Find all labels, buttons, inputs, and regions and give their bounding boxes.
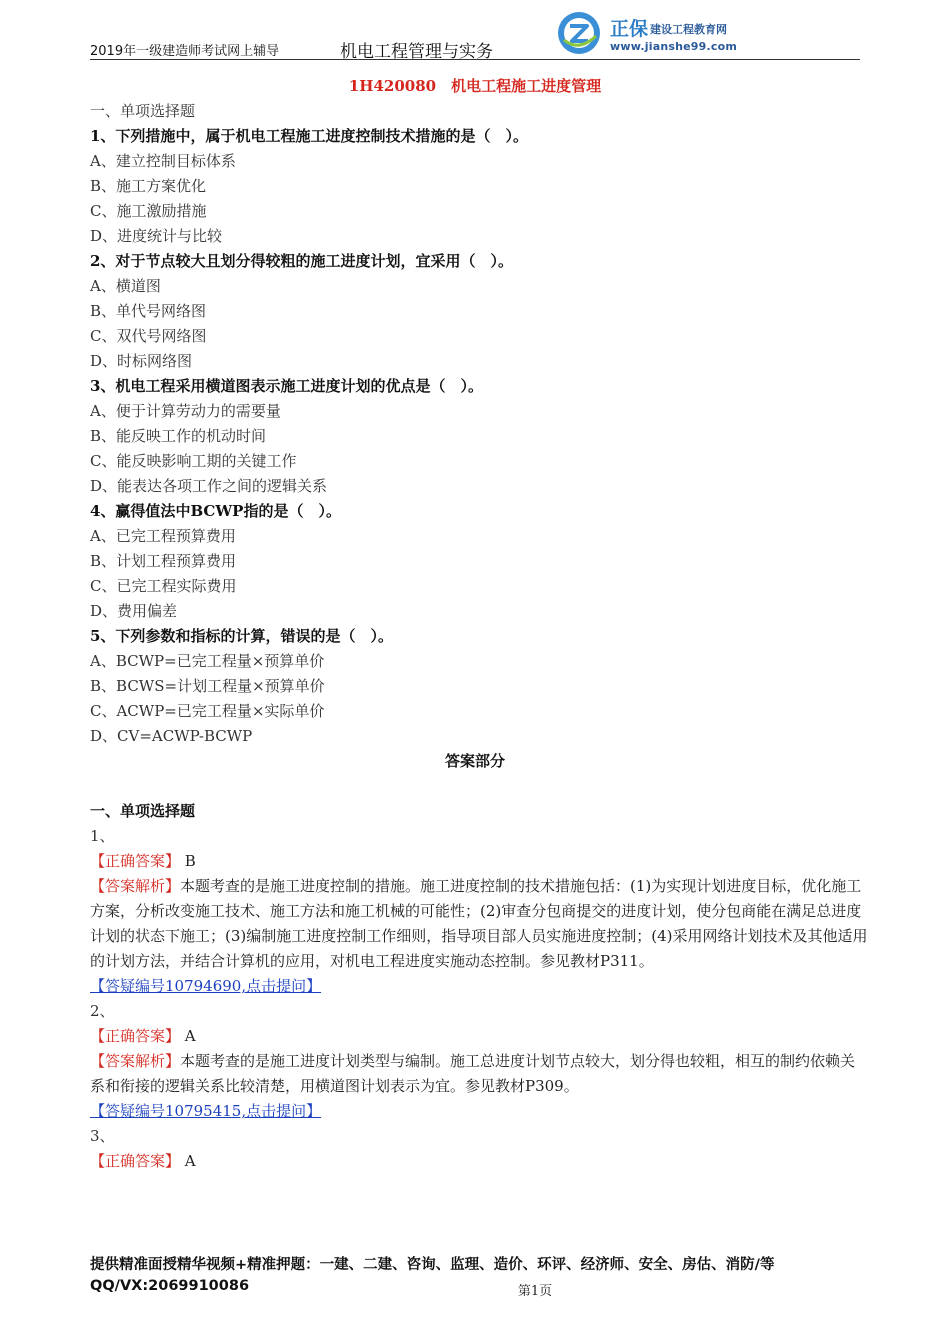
question-block-1 — [90, 124, 870, 249]
option-d: D、能表达各项工作之间的逻辑关系 — [90, 477, 328, 495]
page-number: 第1页 — [517, 1284, 553, 1299]
answer-block-1 — [90, 824, 870, 999]
correct-answer-value: B — [180, 852, 196, 870]
option-b: B、计划工程预算费用 — [90, 552, 237, 570]
ask-question-link[interactable]: 【答疑编号10795415,点击提问】 — [90, 1102, 322, 1120]
option-b: B、能反映工作的机动时间 — [90, 427, 267, 445]
question-block-2 — [90, 249, 870, 374]
answer-block-3 — [90, 1124, 870, 1174]
option-d: D、费用偏差 — [90, 602, 178, 620]
answer-number: 1、 — [90, 827, 115, 845]
option-a: A、横道图 — [90, 277, 161, 295]
correct-answer-label: 【正确答案】 — [90, 1152, 181, 1170]
document-body — [90, 74, 870, 1174]
option-c: C、施工激励措施 — [90, 202, 207, 220]
analysis-text: 本题考查的是施工进度计划类型与编制。施工总进度计划节点较大，划分得也较粗，相互的制约依赖关系和衔接的逻辑关系比较清楚，用横道图计划表示为宜。参见教材P309。 — [90, 1052, 856, 1095]
correct-answer-label: 【正确答案】 — [90, 852, 181, 870]
option-c: C、双代号网络图 — [90, 327, 207, 345]
question-text: 5、下列参数和指标的计算，错误的是（ ）。 — [90, 627, 393, 645]
analysis-text: 本题考查的是施工进度控制的措施。施工进度控制的技术措施包括：(1)为实现计划进度目标，优化施工方案，分析改变施工技术、施工方法和施工机械的可能性；(2)审查分包商提交的进度计划，使分包商能在满足总进度计划的状态下施工；(3)编制施工进度控制工作细则，指导项目部人员实施进度控制；(4)采用网络计划技术及其他适用的计划方法，并结合计算机的应用，对机电工程进度实施动态控制。参见教材P311。 — [90, 877, 868, 970]
option-a: A、BCWP=已完工程量×预算单价 — [90, 652, 325, 670]
footer-promo: 提供精准面授精华视频+精准押题：一建、二建、咨询、监理、造价、环评、经济师、安全、房估、消防/等 — [90, 1257, 775, 1273]
option-d: D、进度统计与比较 — [90, 227, 223, 245]
logo-emblem-icon — [556, 10, 602, 56]
logo-tagline: 建设工程教育网 — [650, 23, 727, 36]
option-b: B、BCWS=计划工程量×预算单价 — [90, 677, 325, 695]
logo-brand-text: 正保 — [610, 18, 649, 40]
answer-number: 2、 — [90, 1002, 115, 1020]
correct-answer-value: A — [180, 1152, 196, 1170]
footer-contact: QQ/VX:2069910086 — [90, 1278, 250, 1294]
option-a: A、便于计算劳动力的需要量 — [90, 402, 281, 420]
answer-section-heading: 一、单项选择题 — [90, 802, 196, 820]
correct-answer-label: 【正确答案】 — [90, 1027, 181, 1045]
option-b: B、单代号网络图 — [90, 302, 207, 320]
section-heading: 一、单项选择题 — [90, 102, 196, 120]
option-d: D、CV=ACWP-BCWP — [90, 727, 253, 745]
brand-logo[interactable] — [556, 10, 736, 56]
option-b: B、施工方案优化 — [90, 177, 207, 195]
analysis-label: 【答案解析】 — [90, 877, 181, 895]
question-block-3 — [90, 374, 870, 499]
option-a: A、已完工程预算费用 — [90, 527, 236, 545]
option-c: C、能反映影响工期的关键工作 — [90, 452, 297, 470]
question-text: 1、下列措施中，属于机电工程施工进度控制技术措施的是（ ）。 — [90, 127, 528, 145]
correct-answer-value: A — [180, 1027, 196, 1045]
question-text: 3、机电工程采用横道图表示施工进度计划的优点是（ ）。 — [90, 377, 483, 395]
header-exam-title: 2019年一级建造师考试网上辅导 — [90, 44, 280, 59]
option-d: D、时标网络图 — [90, 352, 193, 370]
answer-number: 3、 — [90, 1127, 115, 1145]
answer-block-2 — [90, 999, 870, 1124]
option-c: C、已完工程实际费用 — [90, 577, 237, 595]
question-block-4 — [90, 499, 870, 624]
option-c: C、ACWP=已完工程量×实际单价 — [90, 702, 325, 720]
question-text: 2、对于节点较大且划分得较粗的施工进度计划，宜采用（ ）。 — [90, 252, 513, 270]
question-block-5 — [90, 624, 870, 749]
header-divider — [90, 59, 860, 60]
ask-question-link[interactable]: 【答疑编号10794690,点击提问】 — [90, 977, 322, 995]
logo-url: www.jianshe99.com — [610, 40, 738, 53]
answer-heading: 答案部分 — [444, 752, 505, 770]
option-a: A、建立控制目标体系 — [90, 152, 236, 170]
chapter-title: 1H420080 机电工程施工进度管理 — [348, 77, 602, 95]
header-subject: 机电工程管理与实务 — [340, 42, 493, 62]
question-text: 4、赢得值法中BCWP指的是（ ）。 — [90, 502, 341, 520]
analysis-label: 【答案解析】 — [90, 1052, 181, 1070]
